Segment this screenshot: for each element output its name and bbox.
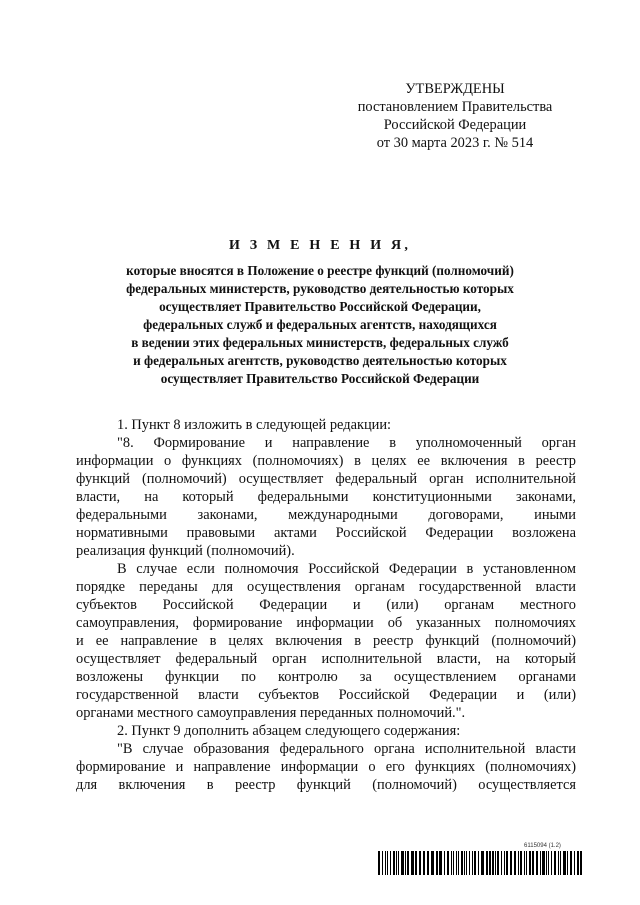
body-line: реализация функций (полномочий). [76, 543, 295, 559]
body-line: осуществляет федеральный орган исполнительной власти, на который [76, 651, 576, 667]
barcode-icon [378, 851, 582, 875]
document-code: 6115094 (1.2) [524, 843, 561, 849]
body-line: самоуправления, формирование информации об указанных полномочиях [76, 615, 576, 631]
document-body [76, 416, 576, 794]
body-line: 1. Пункт 8 изложить в следующей редакции: [117, 417, 392, 433]
approval-line: УТВЕРЖДЕНЫ [405, 81, 505, 97]
subtitle-line: и федеральных агентств, руководство деятельностью которых [133, 353, 507, 368]
body-line: 2. Пункт 9 дополнить абзацем следующего содержания: [117, 723, 461, 739]
body-line: функций (полномочий) осуществляет федеральный орган исполнительной [76, 471, 576, 487]
subtitle-line: осуществляет Правительство Российской Федерации, [159, 299, 481, 314]
body-line: "8. Формирование и направление в уполномоченный орган [117, 435, 576, 451]
subtitle-line: осуществляет Правительство Российской Федерации [160, 371, 480, 386]
document-heading [60, 237, 580, 388]
approval-line: от 30 марта 2023 г. № 514 [376, 135, 534, 151]
body-line: информации о функциях (полномочиях) в целях ее включения в реестр [76, 453, 576, 469]
body-line: порядке переданы для осуществления органам государственной власти [76, 579, 576, 595]
body-line: "В случае образования федерального органа исполнительной власти [117, 741, 576, 757]
body-line: субъектов Российской Федерации и (или) органам местного [76, 597, 576, 613]
body-line: для включения в реестр функций (полномочий) осуществляется [76, 777, 576, 793]
approval-block [330, 80, 580, 152]
body-line: возложены функции по контролю за осуществлением органами [76, 669, 576, 685]
body-line: В случае если полномочия Российской Федерации в установленном [117, 561, 576, 577]
subtitle-line: которые вносятся в Положение о реестре функций (полномочий) [126, 263, 514, 278]
subtitle-line: федеральных служб и федеральных агентств, находящихся [143, 317, 497, 332]
subtitle-line: в ведении этих федеральных министерств, федеральных служб [131, 335, 509, 350]
body-line: и ее направление в целях включения в реестр функций (полномочий) [76, 633, 576, 649]
document-title: И З М Е Н Е Н И Я, [228, 238, 412, 253]
body-line: власти, на который федеральными конституционными законами, [76, 489, 576, 505]
body-line: нормативными правовыми актами Российской Федерации возложена [76, 525, 576, 541]
approval-line: Российской Федерации [383, 117, 527, 133]
body-line: органами местного самоуправления переданных полномочий.". [76, 705, 466, 721]
body-line: федеральными законами, международными договорами, иными [76, 507, 576, 523]
body-line: государственной власти субъектов Российской Федерации и (или) [76, 687, 576, 703]
subtitle-line: федеральных министерств, руководство деятельностью которых [126, 281, 514, 296]
approval-line: постановлением Правительства [357, 99, 553, 115]
body-line: формирование и направление информации о его функциях (полномочиях) [76, 759, 576, 775]
